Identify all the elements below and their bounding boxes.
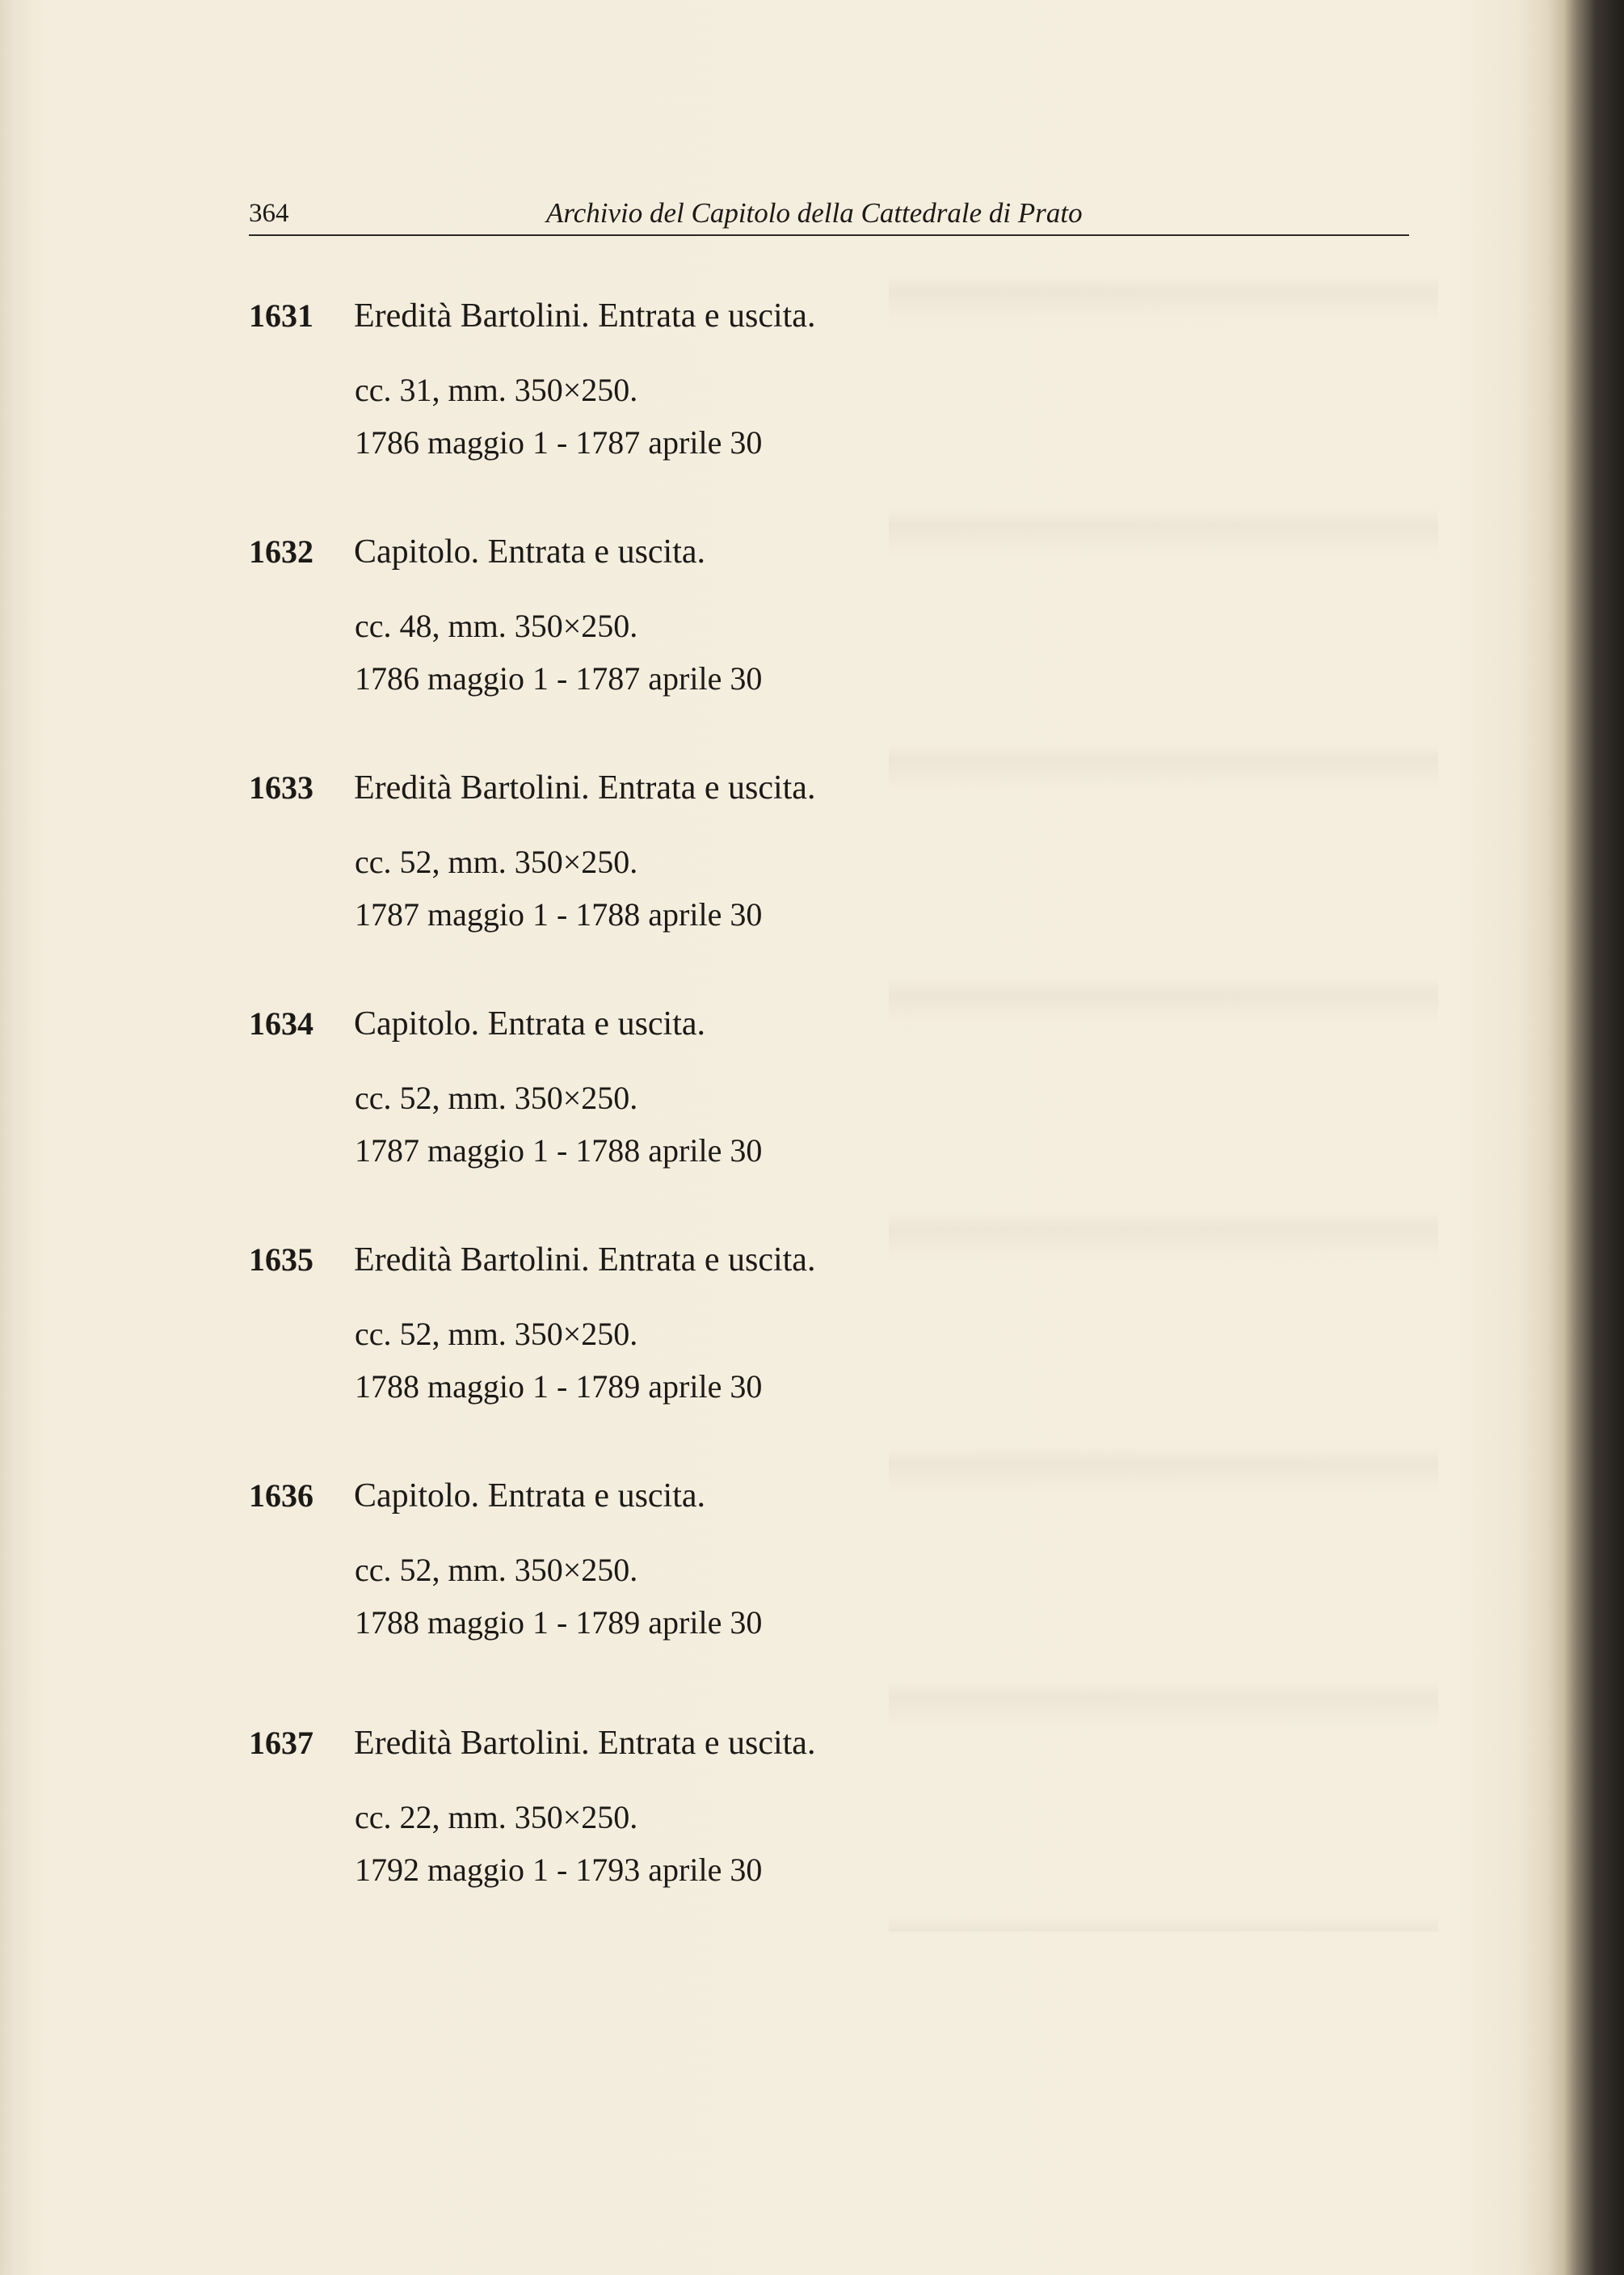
entry-number: 1631: [249, 297, 313, 334]
archive-entry: [249, 1723, 1380, 1925]
entry-description: cc. 48, mm. 350×250.: [355, 608, 638, 644]
entry-description: cc. 52, mm. 350×250.: [355, 1316, 638, 1352]
archive-entry: [249, 1240, 1380, 1442]
running-header: [249, 197, 1409, 236]
entry-title: Capitolo. Entrata e uscita.: [354, 1477, 706, 1515]
archive-entry: [249, 296, 1380, 498]
entry-title: Eredità Bartolini. Entrata e uscita.: [354, 769, 816, 807]
entry-dates: 1792 maggio 1 - 1793 aprile 30: [355, 1852, 763, 1888]
entry-number: 1632: [249, 533, 313, 570]
entry-title: Eredità Bartolini. Entrata e uscita.: [354, 1241, 816, 1279]
entry-description: cc. 52, mm. 350×250.: [355, 1080, 638, 1116]
entry-dates: 1787 maggio 1 - 1788 aprile 30: [355, 1132, 763, 1169]
entry-number: 1636: [249, 1477, 313, 1514]
entry-description: cc. 31, mm. 350×250.: [355, 372, 638, 408]
archive-entry: [249, 1476, 1380, 1678]
entry-title: Eredità Bartolini. Entrata e uscita.: [354, 297, 816, 335]
entry-description: cc. 22, mm. 350×250.: [355, 1799, 638, 1835]
entry-dates: 1786 maggio 1 - 1787 aprile 30: [355, 424, 763, 461]
archive-entry: [249, 1004, 1380, 1206]
entry-title: Capitolo. Entrata e uscita.: [354, 1005, 706, 1043]
entry-dates: 1787 maggio 1 - 1788 aprile 30: [355, 896, 763, 933]
entry-title: Capitolo. Entrata e uscita.: [354, 533, 706, 571]
entry-dates: 1788 maggio 1 - 1789 aprile 30: [355, 1368, 763, 1405]
entry-title: Eredità Bartolini. Entrata e uscita.: [354, 1725, 816, 1762]
entry-number: 1635: [249, 1241, 313, 1278]
entry-dates: 1786 maggio 1 - 1787 aprile 30: [355, 660, 763, 697]
entry-number: 1633: [249, 769, 313, 806]
page-number: 364: [249, 199, 289, 228]
archive-entry: [249, 768, 1380, 970]
entry-number: 1637: [249, 1725, 313, 1761]
entry-description: cc. 52, mm. 350×250.: [355, 844, 638, 880]
entry-number: 1634: [249, 1005, 313, 1042]
running-title: Archivio del Capitolo della Cattedrale di Prato: [546, 197, 1083, 229]
archive-entry: [249, 532, 1380, 734]
page-edge: [0, 0, 32, 2275]
entry-description: cc. 52, mm. 350×250.: [355, 1552, 638, 1588]
entry-dates: 1788 maggio 1 - 1789 aprile 30: [355, 1604, 763, 1641]
